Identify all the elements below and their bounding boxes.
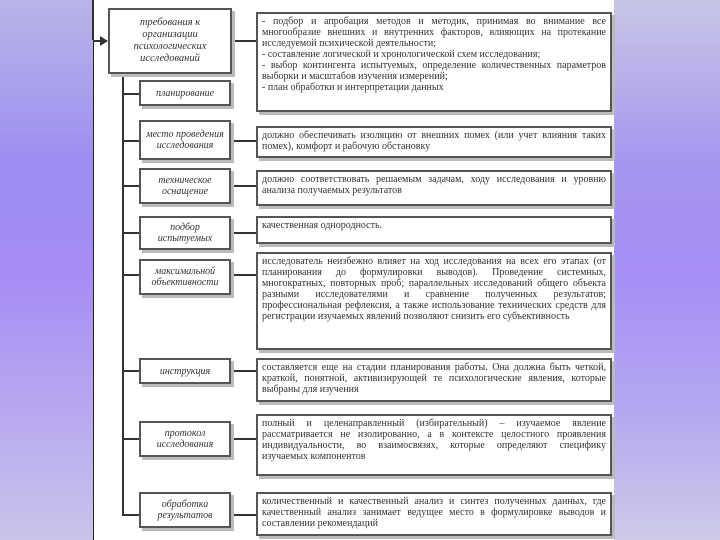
link-item-8 — [231, 514, 256, 516]
connector-item-6 — [122, 370, 139, 372]
connector-item-3 — [122, 185, 139, 187]
connector-spine — [122, 40, 124, 516]
connector-top — [92, 0, 94, 40]
desc-box-location — [256, 126, 612, 158]
link-item-6 — [231, 370, 256, 372]
label-protocol: протокол исследования — [156, 428, 214, 450]
desc-requirements-line-1: - подбор и апробация методов и методик, принимая во внимание все многообразие внешних и внутренних факторов, влияющих на протекание исследуемой психической деятельности; — [262, 16, 606, 49]
desc-subjects: качественная однородность. — [262, 220, 383, 231]
label-subjects: подбор испытуемых — [157, 222, 213, 244]
label-box-processing — [139, 492, 231, 528]
label-box-protocol — [139, 421, 231, 457]
link-item-3 — [231, 185, 256, 187]
left-border-line — [93, 0, 94, 540]
label-box-planning — [139, 80, 231, 106]
desc-box-subjects — [256, 216, 612, 244]
background-right — [614, 0, 720, 540]
label-box-requirements — [108, 8, 232, 74]
connector-item-5 — [122, 274, 139, 276]
desc-box-protocol — [256, 414, 612, 476]
connector-item-1 — [122, 93, 139, 95]
desc-box-objectivity — [256, 252, 612, 350]
label-box-instruction — [139, 358, 231, 384]
link-head — [232, 40, 256, 42]
connector-item-4 — [122, 232, 139, 234]
desc-requirements-line-3: - выбор контингента испытуемых, определение количественных параметров выборки и масштабов изучения измерений; — [262, 60, 606, 82]
link-item-4 — [231, 232, 256, 234]
label-processing: обработка результатов — [157, 499, 213, 521]
desc-box-equipment — [256, 170, 612, 206]
label-planning: планирование — [155, 87, 215, 99]
desc-processing: количественный и качественный анализ и синтез полученных данных, где качественный анализ занимает ведущее место в формулировке выводов и составлении рекомендаций — [262, 496, 606, 529]
connector-item-7 — [122, 438, 139, 440]
background-left — [0, 0, 93, 540]
arrow-head — [100, 36, 108, 46]
link-item-7 — [231, 438, 256, 440]
desc-protocol: полный и целенаправленный (избирательный) – изучаемое явление рассматривается не изолированно, а в контексте целостного проявления индивидуальности, во взаимосвязях, которые определяют специфику изучаемых компонентов — [262, 418, 606, 462]
desc-objectivity: исследователь неизбежно влияет на ход исследования на всех его этапах (от планирования до формулировки выводов). Проведение системных, многократных, повторных проб; параллельных исследований общего объекта разными исследователями и сравнение полученных результатов; профессиональная рефлексия, а также использование технических средств для регистрации изучаемых явлений позволяют снизить его субъективность — [262, 256, 606, 322]
desc-box-requirements — [256, 12, 612, 112]
desc-box-instruction — [256, 358, 612, 402]
desc-location: должно обеспечивать изоляцию от внешних помех (или учет влияния таких помех), комфорт и рабочую обстановку — [262, 130, 606, 152]
label-objectivity: максимальной объективности — [151, 266, 219, 288]
desc-requirements-line-4: - план обработки и интерпретации данных — [262, 82, 444, 93]
connector-item-8 — [122, 514, 139, 516]
label-equipment: техническое оснащение — [158, 175, 212, 197]
label-box-equipment — [139, 168, 231, 204]
desc-instruction: составляется еще на стадии планирования работы. Она должна быть четкой, краткой, понятной, активизирующей те психологические явления, которые выбраны для изучения — [262, 362, 606, 395]
link-item-5 — [231, 274, 256, 276]
desc-box-processing — [256, 492, 612, 536]
desc-equipment: должно соответствовать решаемым задачам, ходу исследования и уровню анализа получаемых результатов — [262, 174, 606, 196]
desc-requirements-line-2: - составление логической и хронологической схем исследования; — [262, 49, 541, 60]
label-box-objectivity — [139, 259, 231, 295]
label-box-subjects — [139, 216, 231, 250]
link-item-2 — [231, 140, 256, 142]
connector-item-2 — [122, 140, 139, 142]
label-box-location — [139, 120, 231, 160]
label-location: место проведения исследования — [146, 129, 224, 151]
label-requirements: требования к организации психологических исследований — [133, 17, 207, 64]
label-instruction: инструкция — [159, 365, 211, 377]
